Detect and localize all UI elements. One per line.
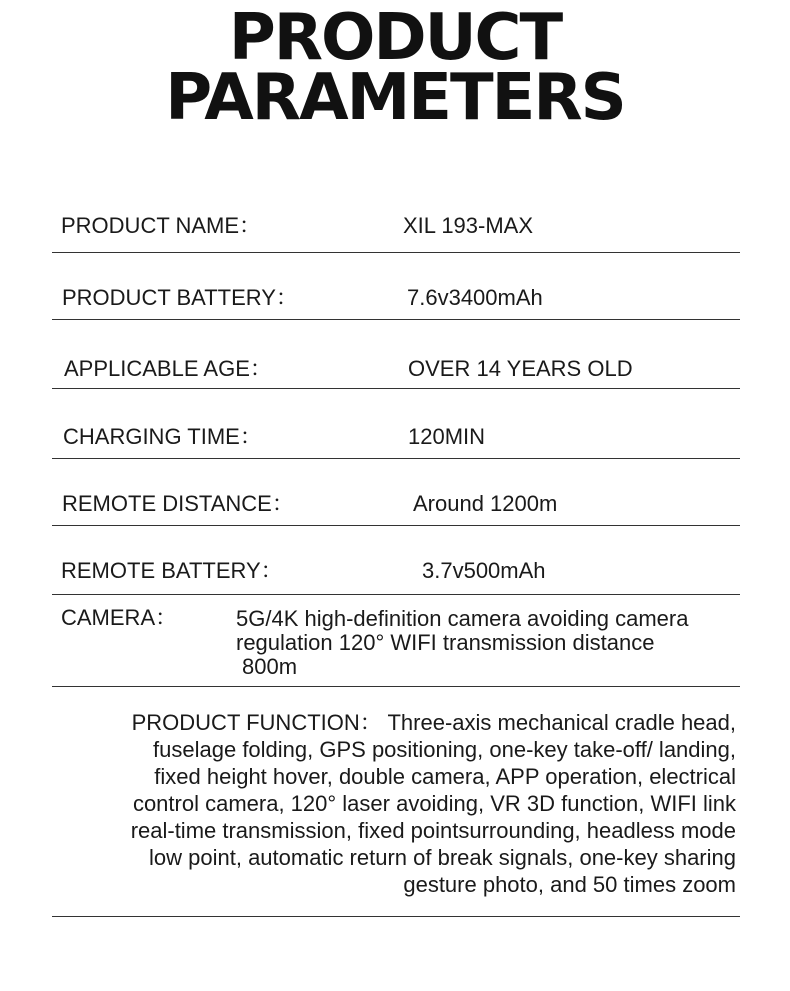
spec-label-camera: CAMERA： <box>61 605 178 630</box>
divider <box>52 594 740 595</box>
spec-value-product-name: XIL 193-MAX <box>403 213 534 238</box>
divider <box>52 686 740 687</box>
spec-value-product-battery: 7.6v3400mAh <box>407 285 543 310</box>
divider <box>52 388 740 389</box>
product-function-block <box>10 709 736 898</box>
divider <box>52 525 740 526</box>
spec-label-product-name: PRODUCT NAME： <box>61 213 262 238</box>
spec-value-charging-time: 120MIN <box>408 424 486 449</box>
camera-line: 800m <box>242 654 298 679</box>
function-line: low point, automatic return of break signals, one-key sharing <box>149 845 736 870</box>
spec-label-charging-time: CHARGING TIME： <box>63 424 262 449</box>
spec-value-camera <box>236 607 776 679</box>
divider <box>52 319 740 320</box>
function-line: real-time transmission, fixed pointsurrounding, headless mode <box>130 818 736 843</box>
page-title-line-2: PARAMETERS <box>165 61 625 135</box>
camera-line: 5G/4K high-definition camera avoiding camera <box>236 606 689 631</box>
spec-label-applicable-age: APPLICABLE AGE： <box>64 356 272 381</box>
spec-label-product-function: PRODUCT FUNCTION： <box>131 710 382 735</box>
camera-line: regulation 120° WIFI transmission distance <box>236 630 655 655</box>
divider <box>52 458 740 459</box>
spec-label-remote-distance: REMOTE DISTANCE： <box>62 491 294 516</box>
function-line: fuselage folding, GPS positioning, one-key take-off/ landing, <box>153 737 736 762</box>
spec-value-remote-battery: 3.7v500mAh <box>422 558 546 583</box>
spec-label-remote-battery: REMOTE BATTERY： <box>61 558 283 583</box>
function-line: gesture photo, and 50 times zoom <box>403 872 736 897</box>
function-first-line <box>10 709 736 736</box>
divider <box>52 916 740 917</box>
spec-value-remote-distance: Around 1200m <box>413 491 558 516</box>
divider <box>52 252 740 253</box>
function-line: Three-axis mechanical cradle head, <box>387 710 736 735</box>
function-line: fixed height hover, double camera, APP operation, electrical <box>154 764 736 789</box>
function-line: control camera, 120° laser avoiding, VR 3D function, WIFI link <box>132 791 736 816</box>
spec-label-product-battery: PRODUCT BATTERY： <box>62 285 298 310</box>
spec-value-applicable-age: OVER 14 YEARS OLD <box>408 356 633 381</box>
page-title-line-1: PRODUCT <box>228 1 562 75</box>
